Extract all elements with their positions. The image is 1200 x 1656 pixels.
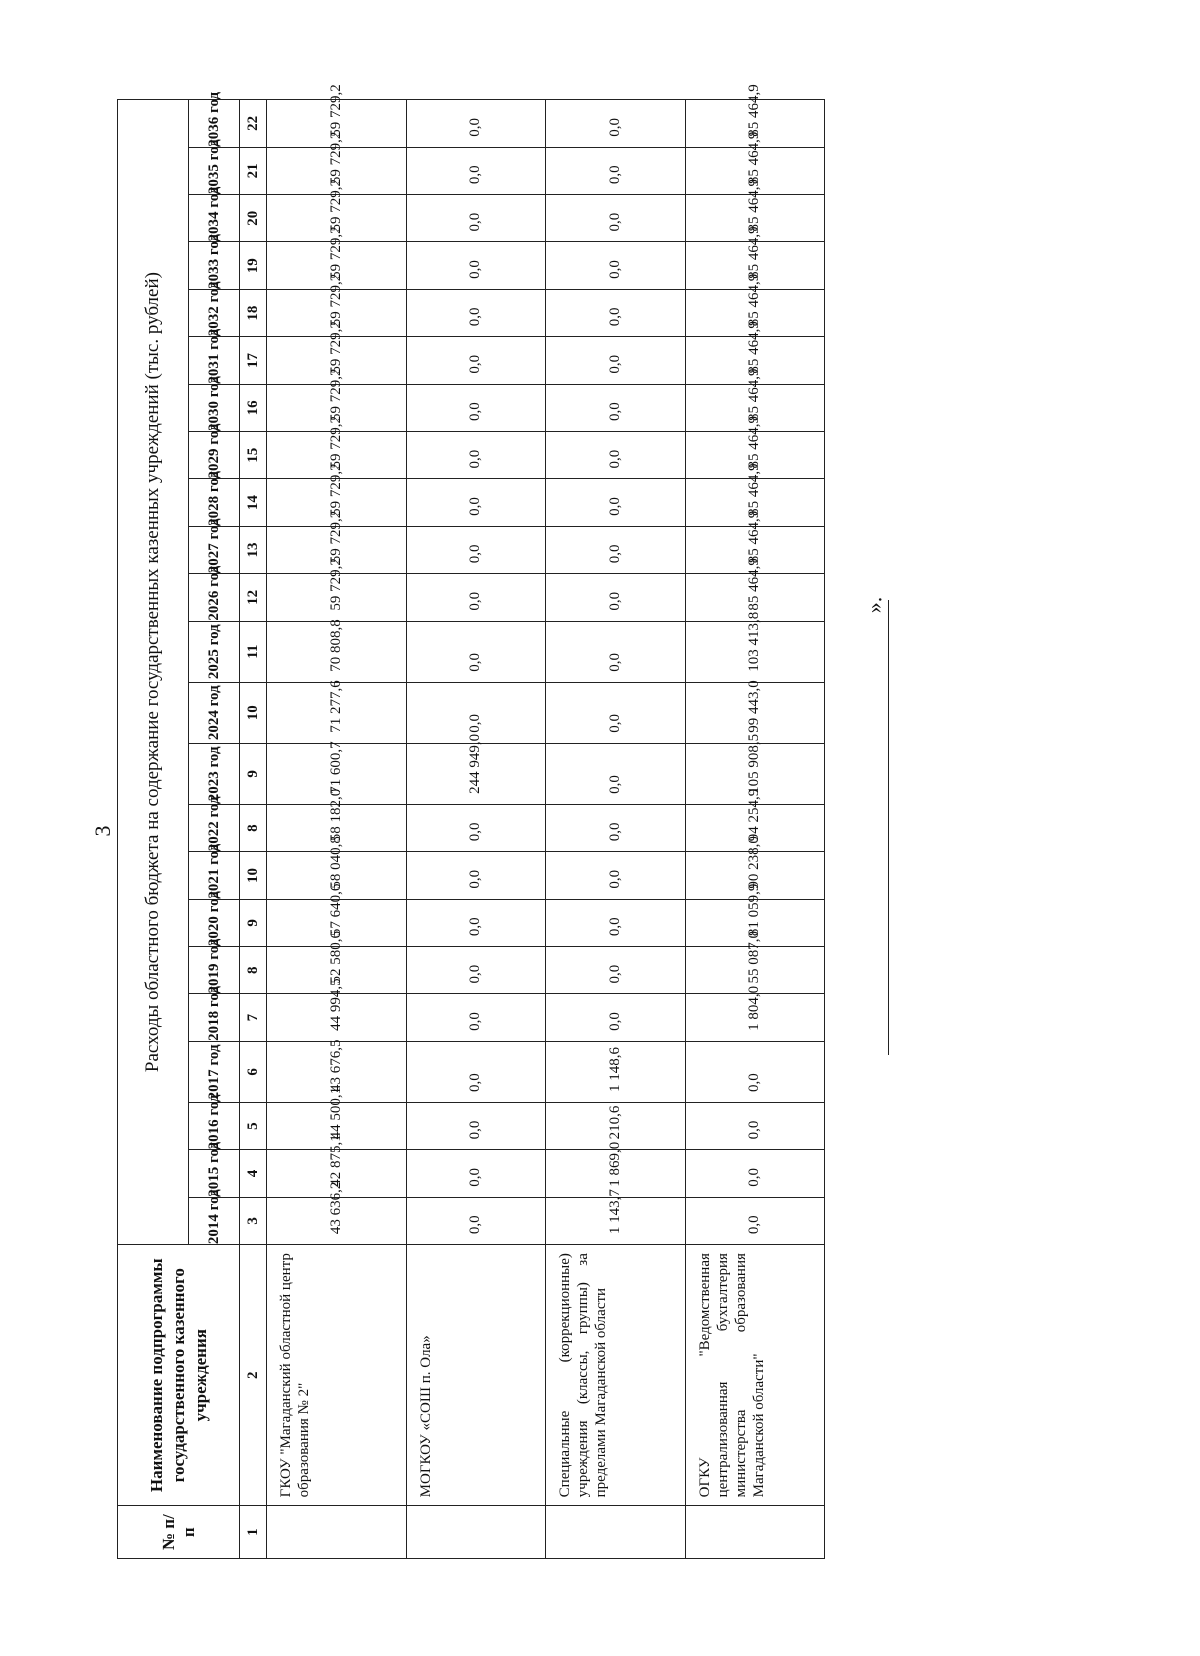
year-header: 2024 год [189, 682, 240, 743]
table-row [685, 100, 825, 1559]
column-index: 8 [240, 804, 267, 851]
institution-name: Специальные (коррекционные) учреждения (классы, группы) за пределами Магаданской области [546, 1245, 686, 1506]
header-number: № п/п [118, 1506, 240, 1559]
expense-value: 85 464,9 [685, 479, 825, 526]
year-header: 2025 год [189, 621, 240, 682]
expense-value: 0,0 [546, 947, 686, 994]
column-index: 11 [240, 621, 267, 682]
expense-value: 0,0 [406, 195, 546, 242]
year-header: 2018 год [189, 994, 240, 1041]
expense-value: 0,0 [546, 994, 686, 1041]
expense-value: 42 875,1 [267, 1150, 407, 1197]
column-index: 5 [240, 1102, 267, 1149]
year-header: 2031 год [189, 337, 240, 384]
expense-value: 0,0 [406, 1150, 546, 1197]
column-index: 10 [240, 682, 267, 743]
year-header: 2022 год [189, 804, 240, 851]
column-index: 22 [240, 100, 267, 148]
expense-value: 0,0 [546, 743, 686, 804]
column-index: 21 [240, 147, 267, 194]
expense-value: 94 254,9 [685, 804, 825, 851]
expense-value: 0,0 [406, 337, 546, 384]
expense-value: 0,0 [406, 947, 546, 994]
expense-value: 244 949,0 [406, 743, 546, 804]
expense-value: 71 600,7 [267, 743, 407, 804]
row-number [406, 1506, 546, 1559]
expense-value: 0,0 [546, 384, 686, 431]
expense-value: 52 580,6 [267, 947, 407, 994]
expense-value: 0,0 [546, 195, 686, 242]
expense-value: 0,0 [685, 1197, 825, 1244]
closing-quote-mark: ». [861, 596, 887, 614]
expense-value: 0,0 [406, 432, 546, 479]
expense-value: 0,0 [406, 147, 546, 194]
expense-value: 0,0 [406, 100, 546, 148]
expense-value: 0,0 [546, 432, 686, 479]
year-header: 2034 год [189, 195, 240, 242]
year-header: 2016 год [189, 1102, 240, 1149]
expense-value: 0,0 [546, 100, 686, 148]
year-header: 2026 год [189, 574, 240, 621]
institution-name: ОГКУ "Ведомственная централизованная бухгалтерия министерства образования Магаданской области" [685, 1245, 825, 1506]
expense-value: 43 676,5 [267, 1041, 407, 1102]
column-index: 9 [240, 899, 267, 946]
expense-value: 0,0 [546, 289, 686, 336]
expense-value: 55 087,0 [685, 947, 825, 994]
row-number [685, 1506, 825, 1559]
expense-value: 0,0 [406, 574, 546, 621]
column-index: 6 [240, 1041, 267, 1102]
table-row [406, 100, 546, 1559]
expense-value: 0,0 [406, 852, 546, 899]
column-index-row [240, 100, 267, 1559]
expense-value: 59 729,2 [267, 526, 407, 573]
expense-value: 0,0 [406, 682, 546, 743]
column-index: 9 [240, 743, 267, 804]
column-index: 13 [240, 526, 267, 573]
expense-value: 81 059,9 [685, 899, 825, 946]
expense-value: 0,0 [406, 899, 546, 946]
expense-value: 0,0 [546, 899, 686, 946]
column-index: 20 [240, 195, 267, 242]
expense-value: 58 040,8 [267, 852, 407, 899]
expense-value: 0,0 [406, 526, 546, 573]
expense-value: 0,0 [406, 384, 546, 431]
expense-value: 0,0 [406, 479, 546, 526]
year-header: 2030 год [189, 384, 240, 431]
expense-value: 0,0 [546, 682, 686, 743]
column-index: 16 [240, 384, 267, 431]
expense-value: 85 464,9 [685, 384, 825, 431]
table-body [267, 84, 825, 1559]
expenses-table [117, 84, 825, 1559]
column-index: 18 [240, 289, 267, 336]
expense-value: 58 182,0 [267, 804, 407, 851]
expense-value: 59 729,2 [267, 479, 407, 526]
table-row [546, 100, 686, 1559]
expense-value: 85 464,9 [685, 289, 825, 336]
expense-value: 0,0 [685, 1102, 825, 1149]
year-header: 2029 год [189, 432, 240, 479]
year-header: 2027 год [189, 526, 240, 573]
column-index: 19 [240, 242, 267, 289]
year-header: 2017 год [189, 1041, 240, 1102]
expense-value: 0,0 [406, 289, 546, 336]
year-header: 2020 год [189, 899, 240, 946]
expense-value: 1 869,0 [546, 1150, 686, 1197]
expense-value: 99 443,0 [685, 682, 825, 743]
expense-value: 59 729,2 [267, 432, 407, 479]
year-header: 2014 год [189, 1197, 240, 1244]
expense-value: 210,6 [546, 1102, 686, 1149]
column-index: 4 [240, 1150, 267, 1197]
expense-value: 85 464,9 [685, 526, 825, 573]
column-index: 8 [240, 947, 267, 994]
expense-value: 105 908,5 [685, 743, 825, 804]
expense-value: 103 413,8 [685, 621, 825, 682]
year-header: 2028 год [189, 479, 240, 526]
expense-value: 0,0 [546, 574, 686, 621]
column-index: 12 [240, 574, 267, 621]
year-header: 2021 год [189, 852, 240, 899]
expense-value: 59 729,2 [267, 384, 407, 431]
expense-value: 1 148,6 [546, 1041, 686, 1102]
column-index: 7 [240, 994, 267, 1041]
column-index: 2 [240, 1245, 267, 1506]
expense-value: 0,0 [406, 994, 546, 1041]
expense-value: 0,0 [546, 337, 686, 384]
column-index: 3 [240, 1197, 267, 1244]
year-header: 2023 год [189, 743, 240, 804]
expense-value: 0,0 [685, 1041, 825, 1102]
institution-name: ГКОУ "Магаданский областной центр образования № 2" [267, 1245, 407, 1506]
year-header: 2036 год [189, 100, 240, 148]
column-index: 17 [240, 337, 267, 384]
expense-value: 44 500,1 [267, 1102, 407, 1149]
expense-value: 43 636,2 [267, 1197, 407, 1244]
expense-value: 0,0 [406, 1197, 546, 1244]
expense-value: 0,0 [685, 1150, 825, 1197]
expense-value: 0,0 [406, 242, 546, 289]
year-header: 2015 год [189, 1150, 240, 1197]
expense-value: 0,0 [546, 147, 686, 194]
expense-value: 85 464,9 [685, 195, 825, 242]
year-header: 2033 год [189, 242, 240, 289]
expense-value: 59 729,2 [267, 100, 407, 148]
column-index: 1 [240, 1506, 267, 1559]
column-index: 15 [240, 432, 267, 479]
expense-value: 85 464,9 [685, 147, 825, 194]
header-name: Наименование подпрограммы государственного казенного учреждения [118, 1245, 240, 1506]
header-expenses: Расходы областного бюджета на содержание государственных казенных учреждений (тыс. рублей) [118, 100, 189, 1245]
expense-value: 59 729,2 [267, 242, 407, 289]
expense-value: 90 238,0 [685, 852, 825, 899]
expense-value: 0,0 [546, 526, 686, 573]
institution-name: МОГКОУ «СОШ п. Ола» [406, 1245, 546, 1506]
expense-value: 1 804,0 [685, 994, 825, 1041]
expenses-table-container [117, 84, 825, 1559]
expense-value: 0,0 [546, 852, 686, 899]
expense-value: 59 729,2 [267, 195, 407, 242]
row-number [546, 1506, 686, 1559]
row-number [267, 1506, 407, 1559]
expense-value: 0,0 [546, 479, 686, 526]
expense-value: 59 729,2 [267, 147, 407, 194]
expense-value: 70 808,8 [267, 621, 407, 682]
year-header: 2032 год [189, 289, 240, 336]
expense-value: 59 729,2 [267, 289, 407, 336]
expense-value: 0,0 [546, 621, 686, 682]
expense-value: 0,0 [406, 621, 546, 682]
expense-value: 44 994,5 [267, 994, 407, 1041]
expense-value: 0,0 [406, 1041, 546, 1102]
expense-value: 0,0 [406, 1102, 546, 1149]
expense-value: 85 464,9 [685, 100, 825, 148]
expense-value: 0,0 [546, 242, 686, 289]
expense-value: 85 464,9 [685, 242, 825, 289]
expense-value: 85 464,9 [685, 432, 825, 479]
expense-value: 59 729,2 [267, 337, 407, 384]
expense-value: 0,0 [546, 804, 686, 851]
expense-value: 57 640,6 [267, 899, 407, 946]
table-row [267, 100, 407, 1559]
expense-value: 71 277,6 [267, 682, 407, 743]
year-header: 2019 год [189, 947, 240, 994]
expense-value: 1 143,7 [546, 1197, 686, 1244]
expense-value: 85 464,9 [685, 574, 825, 621]
year-header: 2035 год [189, 147, 240, 194]
column-index: 10 [240, 852, 267, 899]
expense-value: 85 464,9 [685, 337, 825, 384]
expense-value: 59 729,2 [267, 574, 407, 621]
expense-value: 0,0 [406, 804, 546, 851]
closing-line [888, 600, 889, 1055]
page-number: 3 [90, 825, 115, 837]
column-index: 14 [240, 479, 267, 526]
